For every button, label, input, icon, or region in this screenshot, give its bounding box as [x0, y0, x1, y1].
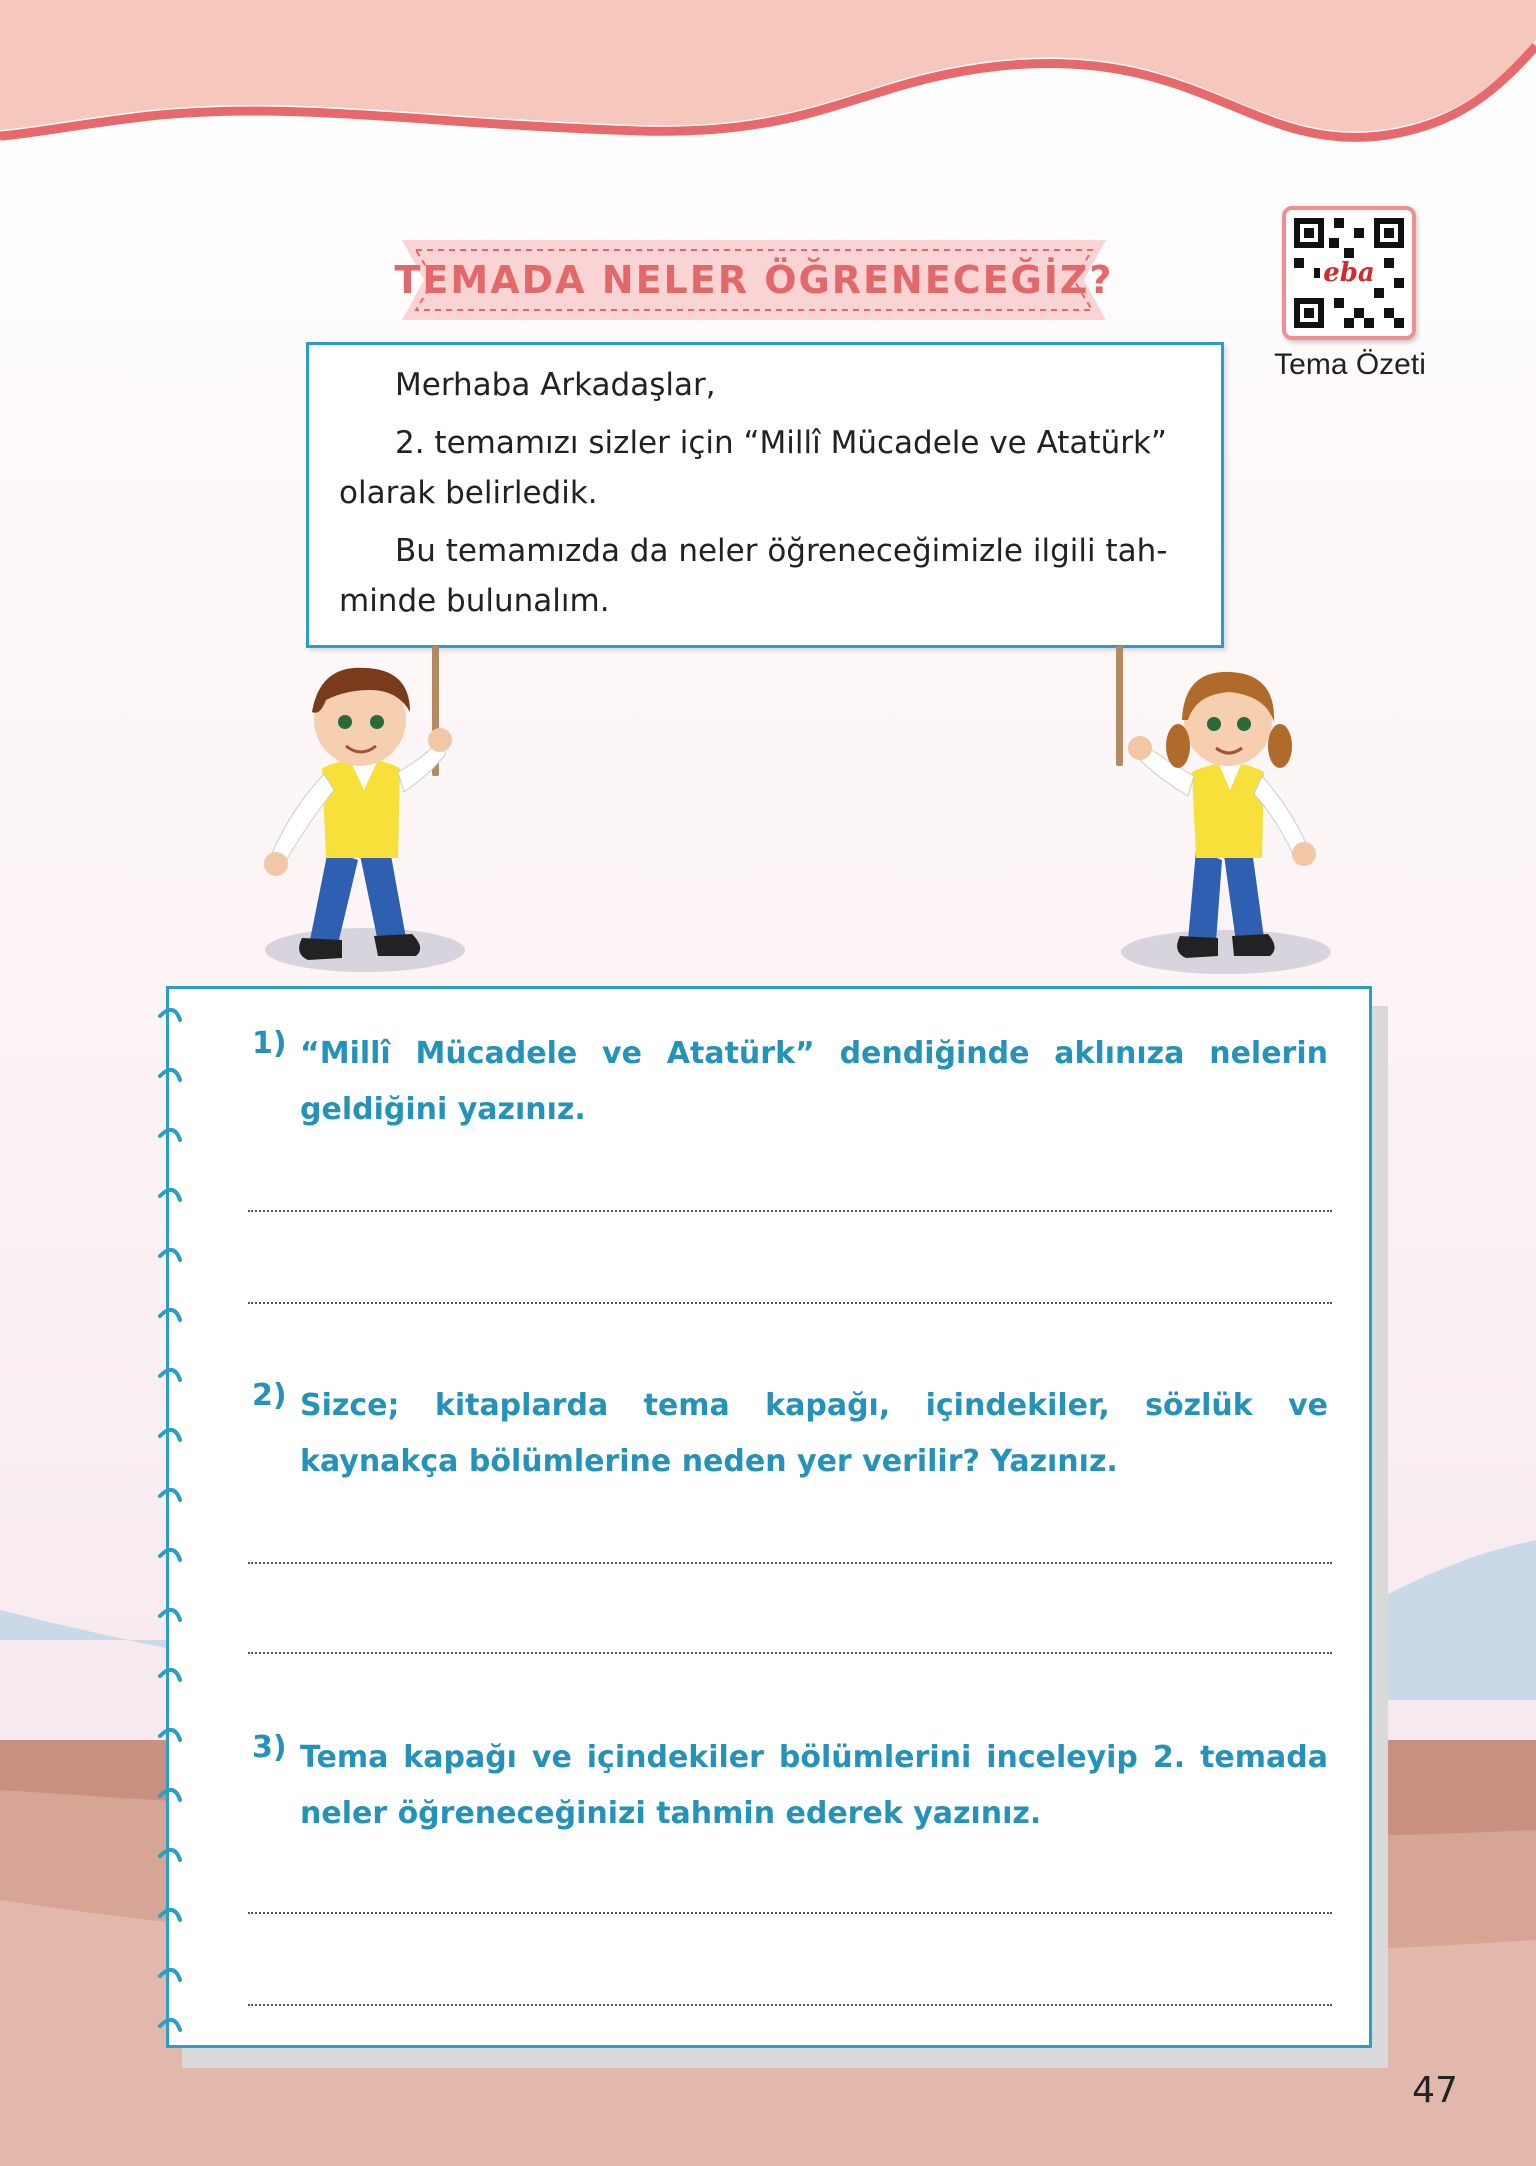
page-title: TEMADA NELER ÖĞRENECEĞİZ? — [394, 258, 1114, 302]
notebook-spiral-rings — [150, 1000, 210, 2040]
question-number: 2) — [252, 1378, 287, 1413]
intro-line-1: 2. temamızı sizler için “Millî Mücadele ve Atatürk” — [395, 425, 1167, 461]
page-number: 47 — [1412, 2070, 1458, 2111]
question-text: Sizce; kitaplarda tema kapağı, içindekiler, sözlük ve kaynakça bölümlerine neden yer verilir? Yazınız. — [300, 1388, 1328, 1479]
question-text: “Millî Mücadele ve Atatürk” dendiğinde aklınıza nelerin geldiğini yazınız. — [300, 1036, 1328, 1127]
answer-line[interactable] — [248, 1652, 1332, 1654]
question-number: 3) — [252, 1730, 287, 1765]
qr-caption: Tema Özeti — [1274, 348, 1426, 381]
answer-line[interactable] — [248, 1210, 1332, 1212]
qr-code[interactable] — [1282, 206, 1416, 340]
intro-line-4: minde bulunalım. — [339, 583, 610, 619]
eba-logo: eba — [1320, 258, 1378, 288]
intro-sign — [306, 342, 1224, 648]
intro-line-2: olarak belirledik. — [339, 475, 598, 511]
answer-line[interactable] — [248, 1912, 1332, 1914]
answer-line[interactable] — [248, 2004, 1332, 2006]
question-number: 1) — [252, 1026, 287, 1061]
girl-illustration — [1096, 650, 1336, 990]
greeting-text: Merhaba Arkadaşlar, — [395, 367, 716, 403]
question-notebook — [166, 986, 1372, 2048]
intro-line-3: Bu temamızda da neler öğreneceğimizle ilgili tah- — [395, 533, 1168, 569]
answer-line[interactable] — [248, 1302, 1332, 1304]
answer-line[interactable] — [248, 1562, 1332, 1564]
boy-illustration — [250, 650, 480, 990]
question-text: Tema kapağı ve içindekiler bölümlerini inceleyip 2. temada neler öğreneceğinizi tahmin ederek yazınız. — [300, 1740, 1328, 1831]
